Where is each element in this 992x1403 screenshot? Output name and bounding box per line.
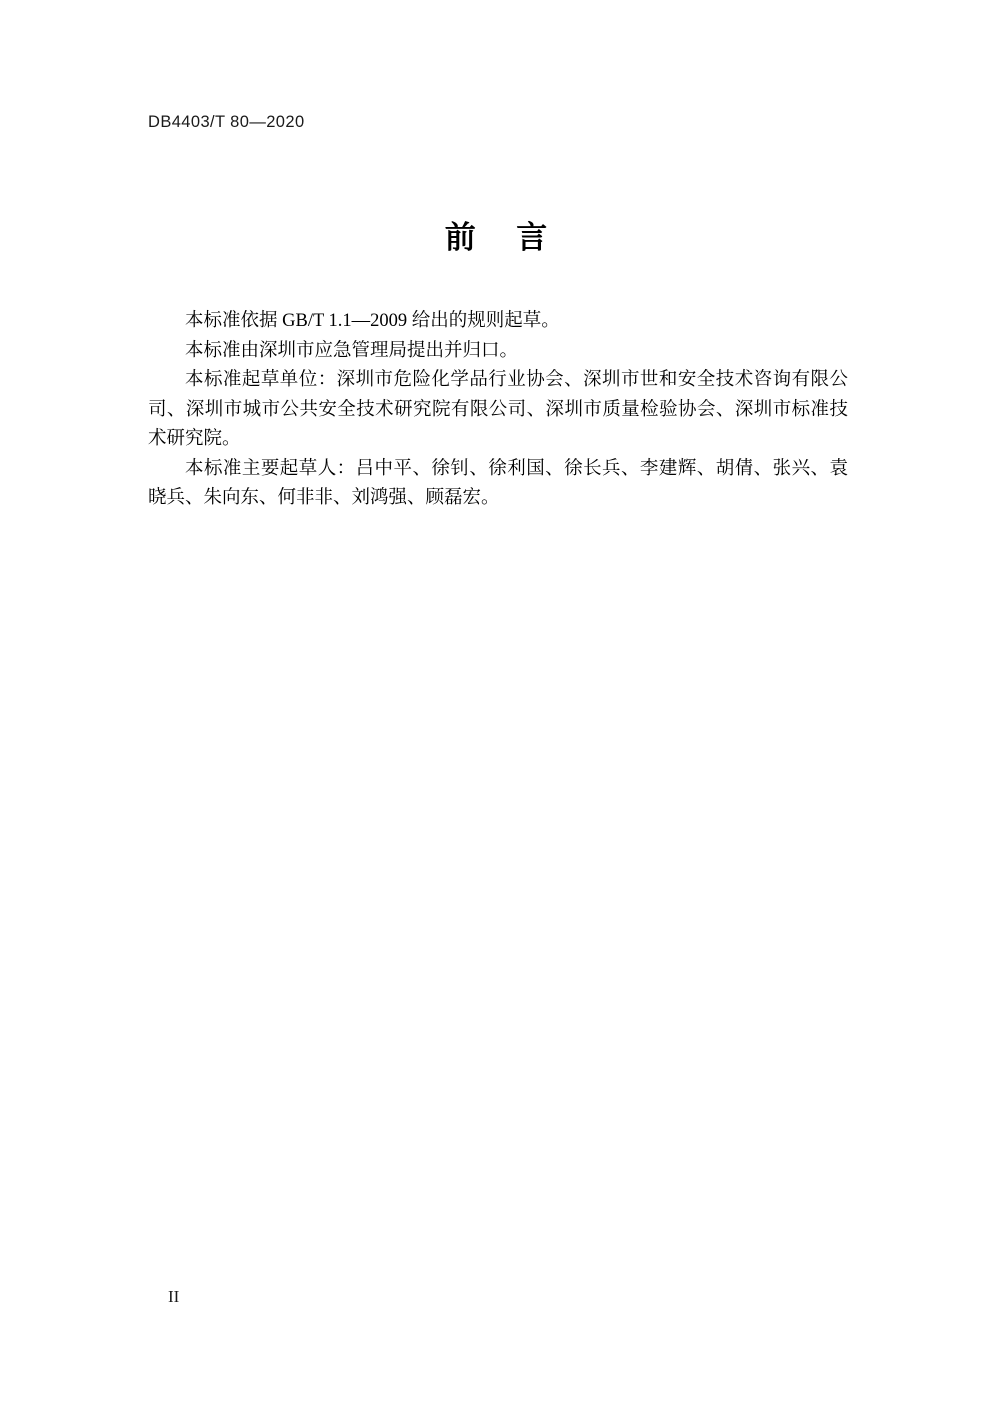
paragraph: 本标准依据 GB/T 1.1—2009 给出的规则起草。 bbox=[185, 311, 560, 331]
paragraph: 本标准由深圳市应急管理局提出并归口。 bbox=[185, 340, 519, 361]
standard-number-header: DB4403/T 80—2020 bbox=[148, 113, 305, 131]
paragraph: 本标准主要起草人：吕中平、徐钊、徐利国、徐长兵、李建辉、胡倩、张兴、袁晓兵、朱向东、何非非、刘鸿强、顾磊宏。 bbox=[148, 458, 848, 508]
paragraph: 本标准起草单位：深圳市危险化学品行业协会、深圳市世和安全技术咨询有限公司、深圳市城市公共安全技术研究院有限公司、深圳市质量检验协会、深圳市标准技术研究院。 bbox=[148, 370, 848, 449]
page-title: 前 言 bbox=[444, 220, 564, 255]
page-number-footer: II bbox=[168, 1287, 180, 1306]
foreword-body bbox=[148, 307, 848, 514]
